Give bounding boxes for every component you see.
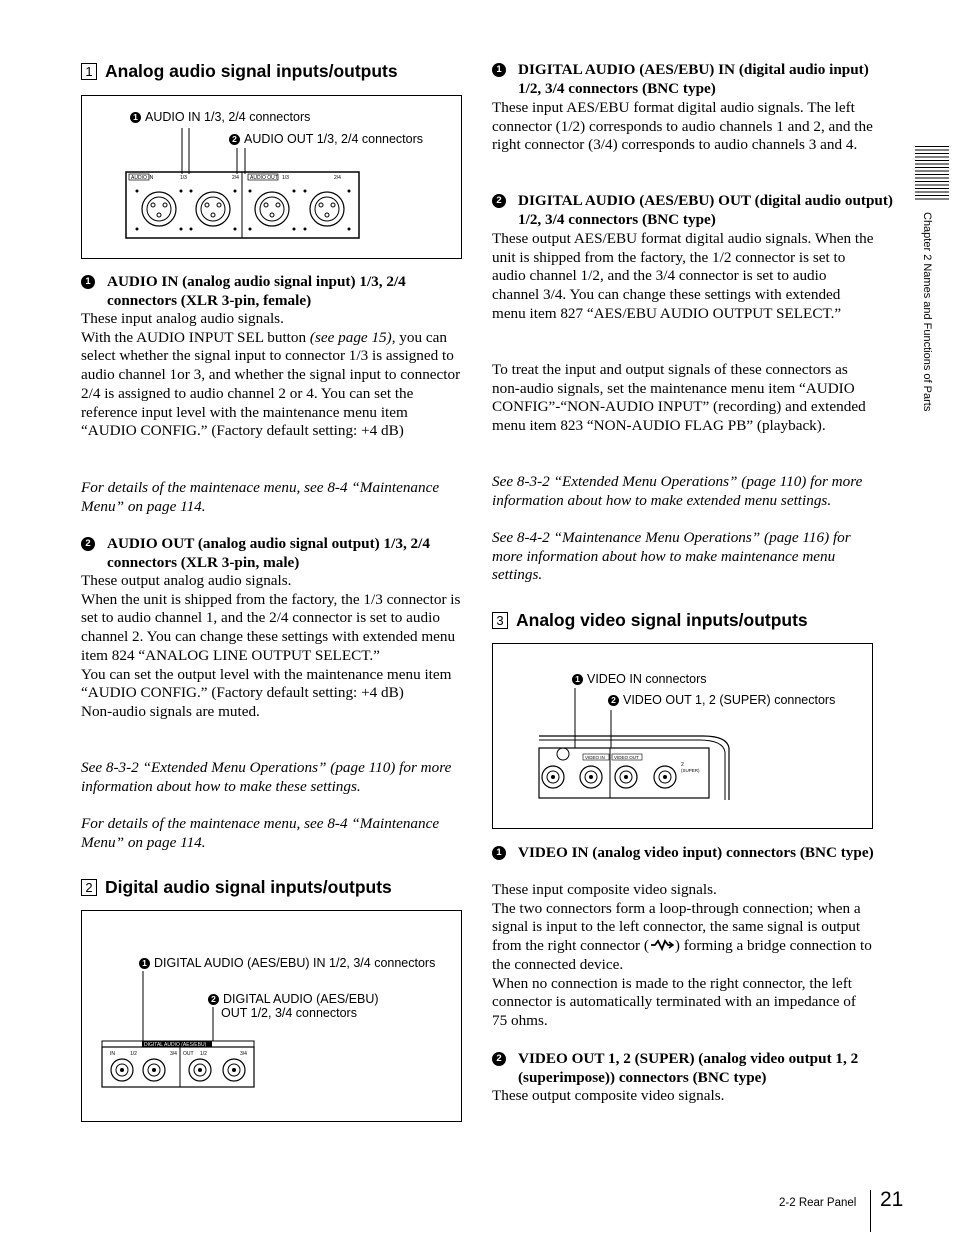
paragraph: These input composite video signals. [492, 881, 717, 898]
bnc-panel-drawing [82, 911, 461, 1121]
item-number: 1 [492, 63, 506, 77]
figure-analog-video [492, 643, 873, 829]
paragraph: When the unit is shipped from the factory, the 1/3 connector is set to audio channel 1, and the 2/4 connector is set to audio channel 2. You can change these settings with extended menu item 824 “ANALOG LINE OUTPUT SELECT.” [81, 590, 461, 664]
item-video-out-body: These output composite video signals. [492, 1087, 725, 1104]
panel-video-out: VIDEO OUT [614, 755, 639, 760]
paragraph [492, 900, 874, 975]
panel-12: 1/2 [130, 1051, 137, 1057]
panel-audio-out: AUDIO OUT [250, 175, 278, 181]
item-video-in-body [492, 881, 874, 1031]
item-title: DIGITAL AUDIO (AES/EBU) OUT (digital audio output) 1/2, 3/4 connectors (BNC type) [518, 192, 893, 228]
section-title: Analog video signal inputs/outputs [516, 610, 808, 630]
page-reference: (see page 15) [309, 328, 392, 346]
page-number: 21 [880, 1188, 904, 1211]
paragraph: These output analog audio signals. [81, 572, 292, 589]
section-number: 1 [81, 63, 97, 80]
text-run: With the AUDIO INPUT SEL button [81, 328, 310, 346]
text-run: ) forming a bridge connection to the connected device. [492, 937, 872, 973]
note-extended-menu: See 8-3-2 “Extended Menu Operations” (page 110) for more information about how to make these settings. [81, 759, 452, 795]
callout-number: 2 [208, 994, 219, 1005]
callout-text: VIDEO OUT 1, 2 (SUPER) connectors [623, 693, 836, 707]
video-panel-drawing [493, 644, 872, 828]
item-video-out-heading [492, 1050, 900, 1087]
chapter-tab-label: Chapter 2 Names and Functions of Parts [921, 212, 933, 412]
callout-text: VIDEO IN connectors [587, 672, 707, 686]
panel-out-24: 2/4 [334, 175, 341, 181]
note-extended-menu-ops: See 8-3-2 “Extended Menu Operations” (page 110) for more information about how to make extended menu settings. [492, 473, 863, 509]
callout-2-line2: OUT 1/2, 3/4 connectors [221, 1006, 357, 1020]
note-maintenance-menu-ops: See 8-4-2 “Maintenance Menu Operations” (page 116) for more information about how to make maintenance menu settings. [492, 529, 851, 584]
paragraph: You can set the output level with the maintenance menu item “AUDIO CONFIG.” (Factory default setting: +4 dB) [81, 665, 452, 702]
panel-digital-audio: DIGITAL AUDIO (AES/EBU) [144, 1042, 207, 1048]
panel-audio-in: AUDIO IN [131, 175, 154, 181]
footer-section: 2-2 Rear Panel [779, 1197, 857, 1209]
panel-34: 3/4 [170, 1051, 177, 1057]
item-title: AUDIO OUT (analog audio signal output) 1/3, 2/4 connectors (XLR 3-pin, male) [107, 535, 430, 571]
panel-2: 2 [681, 762, 684, 768]
paragraph: Non-audio signals are muted. [81, 702, 260, 720]
figure-digital-audio [81, 910, 462, 1122]
callout-text: AUDIO IN 1/3, 2/4 connectors [145, 110, 311, 124]
section-1-heading [81, 61, 398, 82]
text-run: , you can select whether the signal input to connector 1/3 is assigned to audio channel 1or 3, and whether the signal input to connector 2/4 is assigned to audio channel 2 or 4. You can set the reference input level with the maintenance menu item “AUDIO CONFIG.” (Factory default setting: +4 dB) [81, 328, 461, 440]
figure-analog-audio [81, 95, 462, 259]
panel-video-in: VIDEO IN [585, 755, 605, 760]
callout-text: DIGITAL AUDIO (AES/EBU) IN 1/2, 3/4 connectors [154, 956, 436, 970]
panel-out-34: 3/4 [240, 1051, 247, 1057]
panel-out-13: 1/3 [282, 175, 289, 181]
item-number: 1 [492, 846, 506, 860]
item-title: VIDEO IN (analog video input) connectors (BNC type) [518, 844, 874, 861]
item-digital-out-heading [492, 192, 900, 229]
section-title: Analog audio signal inputs/outputs [105, 61, 398, 81]
item-digital-out-nonaudio: To treat the input and output signals of these connectors as non-audio signals, set the maintenance menu item “AUDIO CONFIG”-“NON-AUDIO INPUT” (recording) and extended menu item 823 “NON-AUDIO FLAG PB” (playback). [492, 361, 866, 435]
xlr-panel-drawing [82, 96, 461, 258]
callout-number: 1 [139, 958, 150, 969]
paragraph: When no connection is made to the right connector, the left connector is automatically terminated with an impedance of 75 ohms. [492, 974, 856, 1029]
callout-text: AUDIO OUT 1/3, 2/4 connectors [244, 132, 424, 146]
section-title: Digital audio signal inputs/outputs [105, 877, 392, 897]
item-title: AUDIO IN (analog audio signal input) 1/3, 2/4 connectors (XLR 3-pin, female) [107, 273, 406, 309]
callout-number: 2 [229, 134, 240, 145]
callout-number: 1 [572, 674, 583, 685]
section-3-heading [492, 610, 808, 631]
section-2-heading [81, 877, 392, 898]
paragraph: These input analog audio signals. [81, 310, 284, 327]
item-audio-in-body [81, 310, 462, 441]
item-number: 1 [81, 275, 95, 289]
panel-super: (SUPER) [681, 768, 700, 773]
item-number: 2 [492, 194, 506, 208]
loop-through-symbol-icon [649, 939, 675, 951]
text-run: The two connectors form a loop-through connection; when a signal is input to the left connector, the same signal is output from the right connector ( [492, 899, 861, 955]
item-audio-out-body [81, 572, 463, 722]
item-video-in-heading [492, 844, 900, 863]
panel-out: OUT [183, 1051, 194, 1057]
panel-13: 1/3 [180, 175, 187, 181]
item-title: DIGITAL AUDIO (AES/EBU) IN (digital audio input) 1/2, 3/4 connectors (BNC type) [518, 61, 869, 97]
panel-out-12: 1/2 [200, 1051, 207, 1057]
note-maintenance-menu: For details of the maintenace menu, see 8-4 “Maintenance Menu” on page 114. [81, 479, 440, 515]
section-number: 2 [81, 879, 97, 896]
item-digital-in-body: These input AES/EBU format digital audio signals. The left connector (1/2) corresponds to audio channels 1 and 2, and the right connector (3/4) corresponds to audio channels 3 and 4. [492, 99, 873, 154]
item-audio-in-heading [81, 273, 462, 310]
item-title: VIDEO OUT 1, 2 (SUPER) (analog video output 1, 2 (superimpose)) connectors (BNC type) [518, 1050, 859, 1086]
panel-in: IN [110, 1051, 115, 1057]
item-digital-out-body: These output AES/EBU format digital audio signals. When the unit is shipped from the factory, the 1/2 connector is set to audio channel 1/2, and the 3/4 connector is set to audio channel 3/4. You can change these settings with extended menu item 827 “AES/EBU AUDIO OUTPUT SELECT.” [492, 230, 874, 322]
section-number: 3 [492, 612, 508, 629]
item-number: 2 [492, 1052, 506, 1066]
item-digital-in-heading [492, 61, 878, 98]
note-maintenance-menu-2: For details of the maintenace menu, see 8-4 “Maintenance Menu” on page 114. [81, 815, 440, 851]
callout-number: 2 [608, 695, 619, 706]
paragraph [81, 329, 462, 441]
callout-number: 1 [130, 112, 141, 123]
callout-text: DIGITAL AUDIO (AES/EBU) [223, 992, 379, 1006]
panel-24: 2/4 [232, 175, 239, 181]
item-audio-out-heading [81, 535, 488, 572]
item-number: 2 [81, 537, 95, 551]
chapter-tab-lines [915, 146, 949, 201]
footer-divider [870, 1190, 871, 1232]
